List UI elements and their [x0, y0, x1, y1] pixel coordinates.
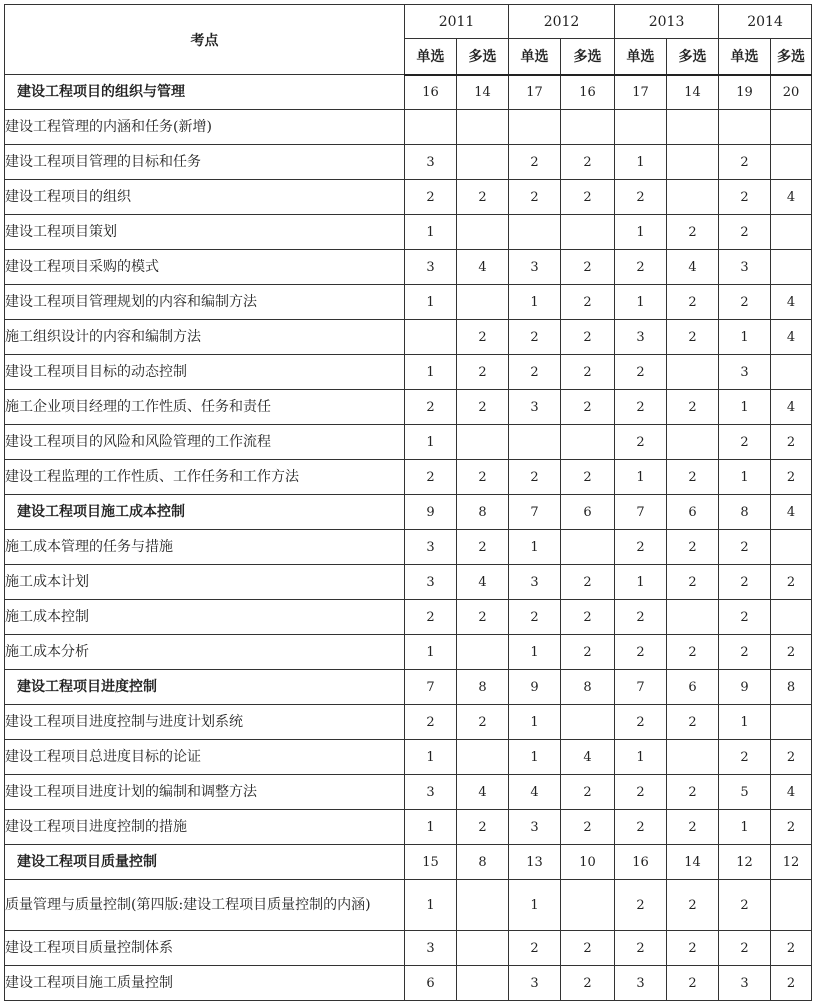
single-choice-count: 2	[719, 880, 771, 931]
multi-choice-count: 2	[457, 355, 509, 390]
multi-choice-count	[457, 285, 509, 320]
single-choice-count: 2	[615, 390, 667, 425]
single-choice-header: 单选	[615, 39, 667, 75]
multi-choice-count: 2	[561, 145, 615, 180]
multi-choice-count: 8	[457, 845, 509, 880]
single-choice-count	[509, 110, 561, 145]
multi-choice-count: 20	[771, 75, 812, 110]
multi-choice-count: 2	[457, 180, 509, 215]
multi-choice-count: 2	[667, 931, 719, 966]
single-choice-count: 2	[509, 180, 561, 215]
multi-choice-count: 2	[457, 320, 509, 355]
table-row	[5, 705, 812, 740]
multi-choice-count: 2	[771, 740, 812, 775]
table-row	[5, 285, 812, 320]
table-row	[5, 355, 812, 390]
single-choice-count: 3	[719, 250, 771, 285]
single-choice-count: 7	[615, 670, 667, 705]
multi-choice-count	[771, 880, 812, 931]
table-row	[5, 600, 812, 635]
topic-cell: 建设工程项目进度控制与进度计划系统	[5, 705, 405, 740]
single-choice-count: 2	[615, 880, 667, 931]
table-row	[5, 460, 812, 495]
multi-choice-count	[771, 530, 812, 565]
multi-choice-count: 4	[771, 775, 812, 810]
header-years-row	[5, 5, 812, 39]
single-choice-count: 7	[509, 495, 561, 530]
topic-cell: 施工成本控制	[5, 600, 405, 635]
topic-cell: 建设工程项目施工质量控制	[5, 966, 405, 1001]
multi-choice-count: 2	[561, 250, 615, 285]
multi-choice-count	[561, 880, 615, 931]
multi-choice-count	[457, 110, 509, 145]
single-choice-count: 2	[719, 285, 771, 320]
single-choice-count: 3	[405, 775, 457, 810]
single-choice-count: 2	[509, 355, 561, 390]
multi-choice-count: 6	[667, 670, 719, 705]
single-choice-count: 3	[615, 966, 667, 1001]
single-choice-count: 1	[405, 425, 457, 460]
multi-choice-count: 4	[457, 250, 509, 285]
multi-choice-count: 2	[667, 705, 719, 740]
single-choice-count: 9	[509, 670, 561, 705]
single-choice-count: 1	[509, 740, 561, 775]
single-choice-count: 1	[615, 460, 667, 495]
single-choice-count: 2	[509, 145, 561, 180]
single-choice-count: 2	[405, 460, 457, 495]
single-choice-count: 8	[719, 495, 771, 530]
single-choice-count: 3	[509, 565, 561, 600]
topic-cell: 建设工程监理的工作性质、工作任务和工作方法	[5, 460, 405, 495]
table-body	[5, 75, 812, 1001]
multi-choice-count: 2	[561, 775, 615, 810]
single-choice-count: 1	[509, 285, 561, 320]
multi-choice-count: 6	[561, 495, 615, 530]
single-choice-count: 1	[719, 705, 771, 740]
multi-choice-count: 8	[561, 670, 615, 705]
multi-choice-count	[561, 425, 615, 460]
topic-cell: 建设工程项目质量控制体系	[5, 931, 405, 966]
multi-choice-count: 2	[667, 966, 719, 1001]
section-title: 建设工程项目进度控制	[5, 670, 405, 705]
multi-choice-count	[457, 635, 509, 670]
multi-choice-count	[667, 110, 719, 145]
multi-choice-count: 2	[667, 320, 719, 355]
multi-choice-count	[771, 145, 812, 180]
single-choice-count	[509, 425, 561, 460]
multi-choice-count: 2	[561, 180, 615, 215]
table-row	[5, 320, 812, 355]
single-choice-count	[719, 110, 771, 145]
multi-choice-count: 2	[771, 931, 812, 966]
single-choice-count: 17	[615, 75, 667, 110]
table-row	[5, 565, 812, 600]
multi-choice-count: 4	[457, 775, 509, 810]
multi-choice-count: 2	[667, 390, 719, 425]
single-choice-count: 1	[509, 635, 561, 670]
table-row	[5, 635, 812, 670]
single-choice-count: 3	[509, 250, 561, 285]
single-choice-count: 2	[615, 931, 667, 966]
single-choice-count: 2	[615, 705, 667, 740]
single-choice-count	[405, 110, 457, 145]
multi-choice-count	[667, 180, 719, 215]
multi-choice-count: 2	[457, 600, 509, 635]
single-choice-count: 1	[405, 285, 457, 320]
section-row	[5, 495, 812, 530]
single-choice-count: 1	[719, 390, 771, 425]
topic-cell: 施工成本计划	[5, 565, 405, 600]
single-choice-count: 5	[719, 775, 771, 810]
single-choice-count: 2	[405, 600, 457, 635]
table-row	[5, 215, 812, 250]
single-choice-header: 单选	[719, 39, 771, 75]
topic-cell: 建设工程项目的风险和风险管理的工作流程	[5, 425, 405, 460]
multi-choice-count: 4	[771, 390, 812, 425]
multi-choice-count: 2	[667, 565, 719, 600]
multi-choice-count: 4	[667, 250, 719, 285]
multi-choice-count: 2	[667, 460, 719, 495]
multi-choice-count	[771, 600, 812, 635]
single-choice-count: 3	[405, 530, 457, 565]
single-choice-count: 3	[405, 931, 457, 966]
table-row	[5, 775, 812, 810]
section-row	[5, 75, 812, 110]
multi-choice-count: 8	[457, 670, 509, 705]
single-choice-count: 1	[405, 355, 457, 390]
multi-choice-count	[771, 355, 812, 390]
multi-choice-count: 2	[771, 635, 812, 670]
multi-choice-count: 12	[771, 845, 812, 880]
single-choice-count: 1	[719, 320, 771, 355]
table-row	[5, 425, 812, 460]
table-row	[5, 250, 812, 285]
single-choice-count: 3	[719, 966, 771, 1001]
single-choice-count: 16	[405, 75, 457, 110]
section-row	[5, 670, 812, 705]
section-title: 建设工程项目施工成本控制	[5, 495, 405, 530]
multi-choice-count: 2	[561, 600, 615, 635]
topic-cell: 建设工程项目进度控制的措施	[5, 810, 405, 845]
single-choice-count: 2	[615, 600, 667, 635]
multi-choice-count: 8	[457, 495, 509, 530]
single-choice-count: 15	[405, 845, 457, 880]
single-choice-count: 2	[719, 530, 771, 565]
multi-choice-header: 多选	[561, 39, 615, 75]
multi-choice-count: 2	[667, 530, 719, 565]
multi-choice-count: 4	[771, 180, 812, 215]
table-row	[5, 740, 812, 775]
single-choice-count: 2	[509, 600, 561, 635]
single-choice-count: 3	[615, 320, 667, 355]
multi-choice-count	[771, 705, 812, 740]
topic-cell: 建设工程管理的内涵和任务(新增)	[5, 110, 405, 145]
year-header-2013: 2013	[615, 5, 719, 39]
single-choice-count: 3	[405, 145, 457, 180]
single-choice-count: 2	[719, 215, 771, 250]
topic-cell: 建设工程项目策划	[5, 215, 405, 250]
single-choice-count: 1	[615, 285, 667, 320]
single-choice-count: 1	[405, 215, 457, 250]
single-choice-header: 单选	[405, 39, 457, 75]
year-header-2014: 2014	[719, 5, 812, 39]
table-row	[5, 966, 812, 1001]
single-choice-count: 2	[509, 931, 561, 966]
single-choice-count: 1	[719, 460, 771, 495]
section-row	[5, 845, 812, 880]
single-choice-count: 3	[509, 966, 561, 1001]
single-choice-count: 12	[719, 845, 771, 880]
topic-cell: 建设工程项目目标的动态控制	[5, 355, 405, 390]
single-choice-count: 2	[615, 250, 667, 285]
year-header-2011: 2011	[405, 5, 509, 39]
multi-choice-count	[457, 740, 509, 775]
single-choice-count: 2	[405, 390, 457, 425]
single-choice-count: 2	[615, 425, 667, 460]
single-choice-count: 19	[719, 75, 771, 110]
table-row	[5, 180, 812, 215]
single-choice-count: 2	[719, 565, 771, 600]
multi-choice-count: 2	[667, 775, 719, 810]
single-choice-count: 1	[405, 740, 457, 775]
topic-column-header: 考点	[5, 5, 405, 75]
topic-cell: 建设工程项目的组织	[5, 180, 405, 215]
multi-choice-header: 多选	[667, 39, 719, 75]
year-header-2012: 2012	[509, 5, 615, 39]
topic-cell: 施工成本分析	[5, 635, 405, 670]
multi-choice-count	[667, 425, 719, 460]
table-row	[5, 530, 812, 565]
multi-choice-count: 2	[771, 425, 812, 460]
single-choice-count: 13	[509, 845, 561, 880]
single-choice-count: 2	[509, 320, 561, 355]
multi-choice-count: 10	[561, 845, 615, 880]
multi-choice-count	[667, 740, 719, 775]
single-choice-count: 1	[405, 635, 457, 670]
section-title: 建设工程项目的组织与管理	[5, 75, 405, 110]
topic-cell: 建设工程项目管理的目标和任务	[5, 145, 405, 180]
multi-choice-count: 2	[771, 565, 812, 600]
single-choice-count: 9	[405, 495, 457, 530]
multi-choice-count	[457, 425, 509, 460]
multi-choice-count	[771, 215, 812, 250]
single-choice-count: 2	[509, 460, 561, 495]
single-choice-count: 1	[615, 145, 667, 180]
topic-cell: 建设工程项目总进度目标的论证	[5, 740, 405, 775]
multi-choice-count	[771, 110, 812, 145]
multi-choice-count: 2	[561, 355, 615, 390]
single-choice-count: 1	[509, 880, 561, 931]
single-choice-count: 7	[405, 670, 457, 705]
multi-choice-count: 6	[667, 495, 719, 530]
single-choice-count: 1	[615, 565, 667, 600]
multi-choice-count: 4	[771, 320, 812, 355]
multi-choice-count: 2	[561, 320, 615, 355]
multi-choice-count: 14	[667, 845, 719, 880]
multi-choice-count	[771, 250, 812, 285]
single-choice-count	[615, 110, 667, 145]
single-choice-count: 2	[719, 180, 771, 215]
single-choice-count: 17	[509, 75, 561, 110]
multi-choice-count	[457, 966, 509, 1001]
table-row	[5, 931, 812, 966]
single-choice-count: 1	[405, 810, 457, 845]
single-choice-count: 7	[615, 495, 667, 530]
multi-choice-count	[561, 215, 615, 250]
exam-statistics-sheet	[0, 4, 815, 1004]
single-choice-count: 2	[719, 635, 771, 670]
single-choice-count: 2	[719, 425, 771, 460]
single-choice-count: 2	[719, 931, 771, 966]
multi-choice-count: 2	[457, 460, 509, 495]
single-choice-count: 3	[509, 810, 561, 845]
multi-choice-count	[457, 215, 509, 250]
single-choice-count: 1	[719, 810, 771, 845]
single-choice-count: 6	[405, 966, 457, 1001]
multi-choice-count: 2	[667, 880, 719, 931]
multi-choice-count: 2	[667, 285, 719, 320]
single-choice-header: 单选	[509, 39, 561, 75]
multi-choice-count: 2	[667, 810, 719, 845]
multi-choice-count: 2	[561, 966, 615, 1001]
single-choice-count: 2	[615, 635, 667, 670]
multi-choice-count: 2	[561, 390, 615, 425]
single-choice-count: 2	[719, 145, 771, 180]
multi-choice-count: 16	[561, 75, 615, 110]
multi-choice-count	[561, 530, 615, 565]
multi-choice-count: 4	[457, 565, 509, 600]
single-choice-count: 1	[615, 215, 667, 250]
multi-choice-count	[667, 355, 719, 390]
single-choice-count: 4	[509, 775, 561, 810]
topic-cell: 建设工程项目管理规划的内容和编制方法	[5, 285, 405, 320]
multi-choice-count: 2	[771, 966, 812, 1001]
multi-choice-count: 14	[457, 75, 509, 110]
topic-cell: 质量管理与质量控制(第四版:建设工程项目质量控制的内涵)	[5, 880, 405, 931]
multi-choice-count: 4	[771, 495, 812, 530]
multi-choice-count: 4	[561, 740, 615, 775]
single-choice-count: 1	[509, 530, 561, 565]
topic-cell: 施工成本管理的任务与措施	[5, 530, 405, 565]
single-choice-count: 2	[615, 810, 667, 845]
single-choice-count: 1	[509, 705, 561, 740]
topic-cell: 施工企业项目经理的工作性质、任务和责任	[5, 390, 405, 425]
multi-choice-count	[561, 705, 615, 740]
multi-choice-count: 2	[561, 460, 615, 495]
multi-choice-count: 2	[457, 810, 509, 845]
single-choice-count: 2	[615, 530, 667, 565]
multi-choice-count: 2	[771, 810, 812, 845]
single-choice-count: 2	[719, 600, 771, 635]
single-choice-count: 3	[719, 355, 771, 390]
single-choice-count: 2	[405, 180, 457, 215]
single-choice-count: 16	[615, 845, 667, 880]
multi-choice-count	[561, 110, 615, 145]
single-choice-count: 2	[719, 740, 771, 775]
single-choice-count: 1	[405, 880, 457, 931]
section-title: 建设工程项目质量控制	[5, 845, 405, 880]
table-row	[5, 880, 812, 931]
single-choice-count: 2	[615, 775, 667, 810]
single-choice-count: 3	[509, 390, 561, 425]
multi-choice-count: 2	[561, 635, 615, 670]
single-choice-count: 2	[615, 355, 667, 390]
multi-choice-count: 2	[457, 390, 509, 425]
multi-choice-count: 2	[561, 285, 615, 320]
single-choice-count: 1	[615, 740, 667, 775]
exam-points-table	[4, 4, 812, 1001]
multi-choice-count	[457, 931, 509, 966]
multi-choice-count: 2	[667, 215, 719, 250]
single-choice-count: 3	[405, 565, 457, 600]
topic-cell: 建设工程项目进度计划的编制和调整方法	[5, 775, 405, 810]
multi-choice-count: 2	[457, 705, 509, 740]
multi-choice-count: 2	[457, 530, 509, 565]
multi-choice-count: 2	[667, 635, 719, 670]
topic-cell: 建设工程项目采购的模式	[5, 250, 405, 285]
multi-choice-count: 8	[771, 670, 812, 705]
multi-choice-count	[457, 880, 509, 931]
multi-choice-count	[457, 145, 509, 180]
multi-choice-count: 2	[561, 931, 615, 966]
topic-cell: 施工组织设计的内容和编制方法	[5, 320, 405, 355]
multi-choice-count: 2	[561, 565, 615, 600]
single-choice-count	[509, 215, 561, 250]
multi-choice-count: 4	[771, 285, 812, 320]
single-choice-count	[405, 320, 457, 355]
multi-choice-count	[667, 145, 719, 180]
multi-choice-count: 2	[771, 460, 812, 495]
multi-choice-header: 多选	[771, 39, 812, 75]
table-row	[5, 145, 812, 180]
multi-choice-count: 2	[561, 810, 615, 845]
single-choice-count: 2	[615, 180, 667, 215]
table-row	[5, 110, 812, 145]
table-row	[5, 390, 812, 425]
single-choice-count: 2	[405, 705, 457, 740]
multi-choice-count	[667, 600, 719, 635]
multi-choice-count: 14	[667, 75, 719, 110]
single-choice-count: 3	[405, 250, 457, 285]
multi-choice-header: 多选	[457, 39, 509, 75]
table-row	[5, 810, 812, 845]
single-choice-count: 9	[719, 670, 771, 705]
